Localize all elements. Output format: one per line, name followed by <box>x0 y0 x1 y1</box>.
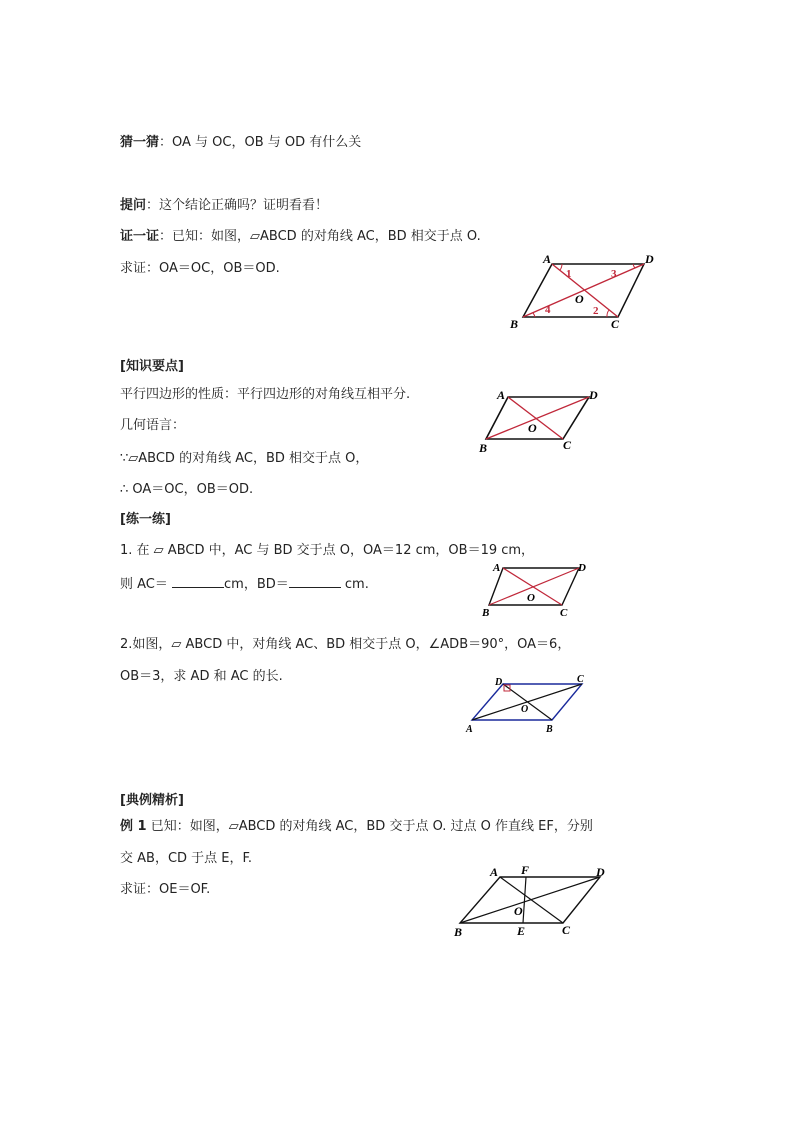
fig4-label-a: A <box>466 724 473 735</box>
guess-label: 猜一猜 <box>120 135 160 150</box>
example-label: 例 1 <box>120 819 147 834</box>
prove-known: ：已知：如图，▱ABCD 的对角线 AC，BD 相交于点 O. <box>159 229 481 244</box>
fig5-label-f: F <box>521 863 530 877</box>
fig4-label-d: D <box>495 677 503 688</box>
q1-then: 则 AC＝ <box>120 577 168 592</box>
fig5-label-o: O <box>514 904 523 918</box>
fig1-label-d: D <box>645 252 654 266</box>
knowledge-heading: [知识要点] <box>120 359 184 374</box>
fig3-label-c: C <box>560 607 568 619</box>
fig2-label-a: A <box>497 388 506 402</box>
fig2-label-b: B <box>479 441 488 455</box>
prove-known-line <box>120 228 481 246</box>
example-line2: 交 AB，CD 于点 E，F. <box>120 851 253 866</box>
parallelogram-figure-3 <box>478 558 593 623</box>
fig1-diagonal-bd <box>523 264 644 317</box>
fig5-line-ef <box>523 877 526 923</box>
fig3-label-o: O <box>527 592 535 604</box>
fig5-label-d: D <box>596 865 605 879</box>
example-line1 <box>120 818 593 836</box>
fig1-label-b: B <box>510 317 519 331</box>
fig2-diagonal-bd <box>486 397 589 439</box>
fig2-label-d: D <box>589 388 598 402</box>
fig1-angle-2: 2 <box>593 305 599 317</box>
parallelogram-figure-2 <box>475 385 605 455</box>
parallelogram-figure-1 <box>505 250 675 335</box>
question-label: 提问 <box>120 198 147 213</box>
fig5-label-b: B <box>454 925 463 939</box>
therefore-line: ∴ OA＝OC，OB＝OD. <box>120 482 254 497</box>
practice-q2-line2: OB＝3，求 AD 和 AC 的长. <box>120 669 283 684</box>
fig1-label-a: A <box>543 252 552 266</box>
prove-label: 证一证 <box>120 229 160 244</box>
question-text: ：这个结论正确吗？证明看看！ <box>146 198 329 213</box>
knowledge-property: 平行四边形的性质：平行四边形的对角线互相平分. <box>120 387 411 402</box>
geo-language: 几何语言： <box>120 418 186 433</box>
guess-line <box>120 134 361 152</box>
fig3-label-a: A <box>493 562 501 574</box>
example-goal: 求证：OE＝OF. <box>120 882 211 897</box>
q1-unit2: cm. <box>340 577 369 592</box>
fig1-angle-arc-2 <box>607 310 609 317</box>
fig5-label-e: E <box>517 924 526 938</box>
fig1-angle-arc-1 <box>560 264 562 270</box>
fig1-angle-4: 4 <box>545 304 551 316</box>
example-heading: [典例精析] <box>120 793 184 808</box>
fig1-label-o: O <box>575 292 584 306</box>
fig4-label-c: C <box>577 674 584 685</box>
fig4-label-b: B <box>546 724 553 735</box>
fig1-angle-1: 1 <box>566 268 572 280</box>
fig5-label-c: C <box>562 923 571 937</box>
q1-unit1: cm，BD＝ <box>224 577 289 592</box>
fig2-label-o: O <box>528 421 537 435</box>
bd-answer-blank[interactable] <box>289 574 341 588</box>
fig1-label-c: C <box>611 317 620 331</box>
fig5-label-a: A <box>490 865 499 879</box>
fig3-label-d: D <box>578 562 586 574</box>
prove-goal: 求证：OA＝OC，OB＝OD. <box>120 261 280 276</box>
practice-q2-line1: 2.如图，▱ ABCD 中，对角线 AC、BD 相交于点 O，∠ADB＝90°，OA＝6， <box>120 637 571 652</box>
parallelogram-figure-4 <box>462 672 592 736</box>
guess-text: ：OA 与 OC，OB 与 OD 有什么关 <box>159 135 362 150</box>
fig2-label-c: C <box>563 438 572 452</box>
parallelogram-figure-5 <box>450 860 620 940</box>
example-text1: 已知：如图，▱ABCD 的对角线 AC，BD 交于点 O. 过点 O 作直线 EF，分别 <box>146 819 593 834</box>
question-line <box>120 197 328 215</box>
practice-q1-line1: 1. 在 ▱ ABCD 中，AC 与 BD 交于点 O，OA＝12 cm，OB＝19 cm， <box>120 543 535 558</box>
ac-answer-blank[interactable] <box>172 574 224 588</box>
fig4-label-o: O <box>521 704 529 715</box>
practice-heading: [练一练] <box>120 512 171 527</box>
fig1-angle-3: 3 <box>611 268 617 280</box>
practice-q1-line2 <box>120 574 369 594</box>
fig3-label-b: B <box>482 607 490 619</box>
fig5-diagonal-bd <box>460 877 600 923</box>
because-line: ∵▱ABCD 的对角线 AC，BD 相交于点 O， <box>120 451 369 466</box>
